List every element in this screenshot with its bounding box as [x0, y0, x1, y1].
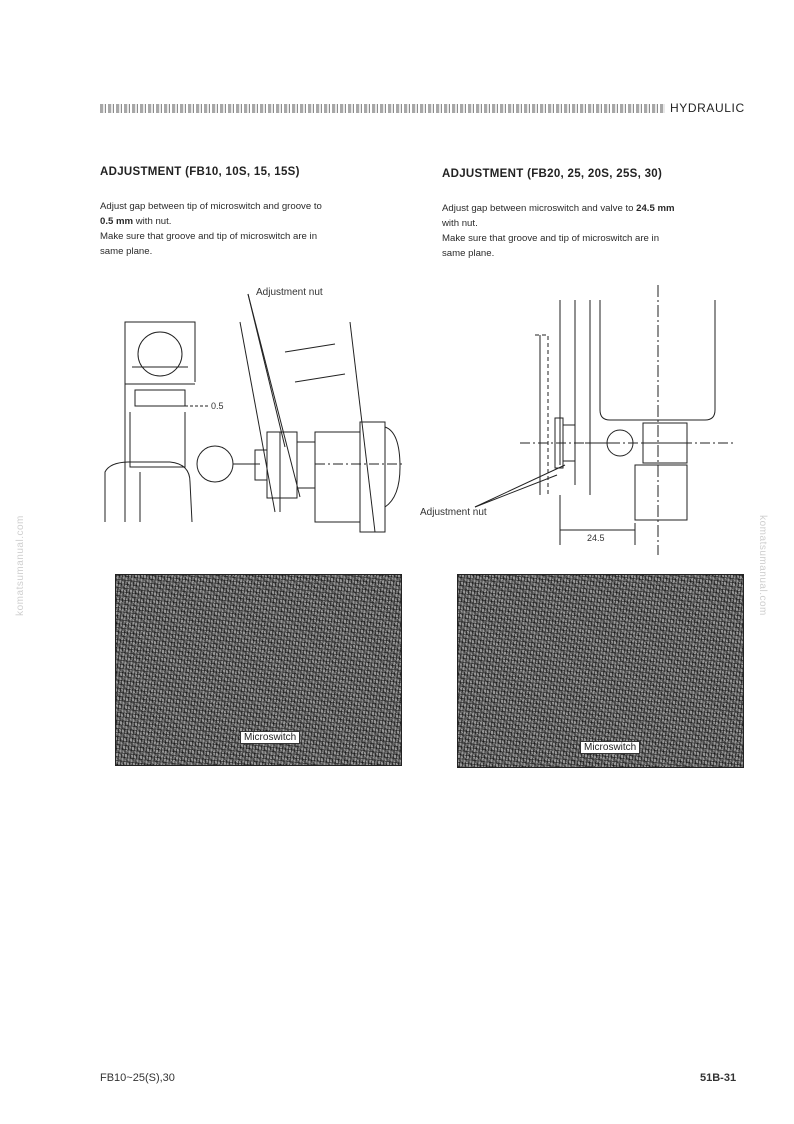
left-instruction-line-1: Adjust gap between tip of microswitch and groove to [100, 201, 322, 212]
right-instruction-line-1 [442, 201, 752, 216]
left-section-title: ADJUSTMENT (FB10, 10S, 15, 15S) [100, 166, 300, 178]
header-section-title: HYDRAULIC [670, 101, 745, 115]
left-gap-value: 0.5 mm [100, 216, 134, 227]
left-diagram [100, 282, 420, 542]
right-dimension-value: 24.5 [587, 533, 605, 543]
left-instruction-line-2 [100, 214, 410, 229]
footer-page-number: 51B-31 [700, 1072, 737, 1084]
right-instruction-line-3: Make sure that groove and tip of microswitch are in [442, 233, 660, 244]
left-dimension-value: 0.5 [211, 401, 224, 411]
left-instructions [100, 199, 410, 259]
left-watermark: komatsumanual.com [14, 515, 26, 616]
left-instruction-line-4: same plane. [100, 246, 153, 257]
right-instruction-line-1-start: Adjust gap between microswitch and valve to [442, 203, 637, 214]
right-section-title: ADJUSTMENT (FB20, 25, 20S, 25S, 30) [442, 168, 663, 180]
right-photo [457, 574, 744, 768]
right-instruction-line-2: with nut. [442, 218, 478, 229]
footer-model: FB10~25(S),30 [100, 1072, 175, 1084]
right-instructions [442, 201, 752, 261]
right-photo-label: Microswitch [580, 741, 640, 754]
right-instruction-line-4: same plane. [442, 248, 495, 259]
right-callout-adjustment-nut: Adjustment nut [420, 507, 487, 518]
right-diagram [415, 285, 735, 560]
left-instruction-line-2-rest: with nut. [133, 216, 172, 227]
left-photo-label: Microswitch [240, 731, 300, 744]
right-watermark: komatsumanual.com [756, 515, 768, 616]
right-gap-value: 24.5 mm [636, 203, 675, 214]
header-rule [100, 104, 665, 113]
left-instruction-line-3: Make sure that groove and tip of microswitch are in [100, 231, 318, 242]
left-callout-adjustment-nut: Adjustment nut [256, 287, 323, 298]
